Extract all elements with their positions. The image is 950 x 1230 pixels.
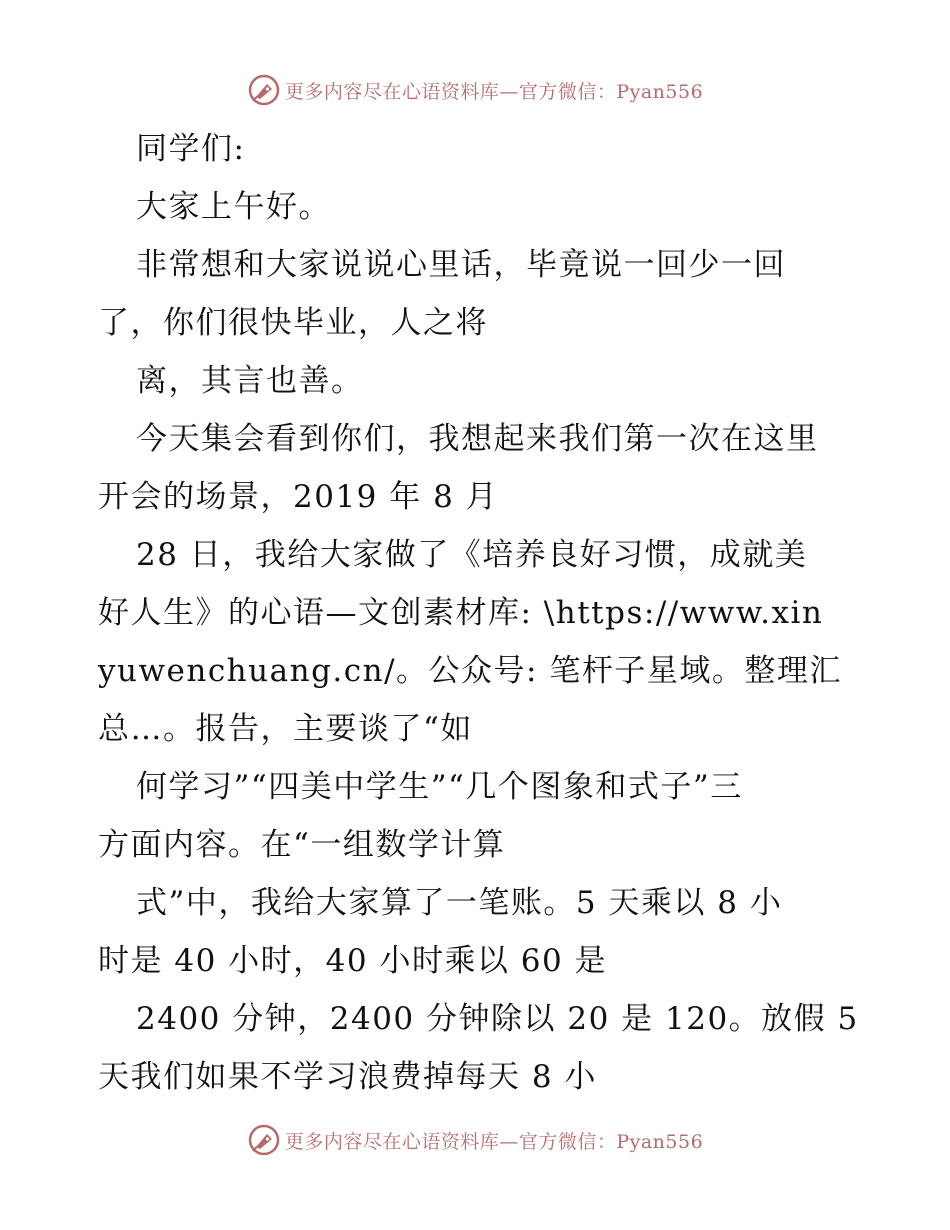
text-line: 天我们如果不学习浪费掉每天 8 小 <box>98 1059 597 1095</box>
text-line: 非常想和大家说说心里话，毕竟说一回少一回 <box>136 247 786 283</box>
text-line: 同学们: <box>136 131 246 167</box>
text-line: 时是 40 小时，40 小时乘以 60 是 <box>98 943 608 979</box>
pen-nib-logo-icon <box>247 1123 281 1157</box>
text-line: 式”中，我给大家算了一笔账。5 天乘以 8 小 <box>136 885 783 921</box>
footer-banner-text: 更多内容尽在心语资料库—官方微信：Pyan556 <box>284 1130 704 1153</box>
header-banner-text: 更多内容尽在心语资料库—官方微信：Pyan556 <box>284 80 704 103</box>
text-line: 方面内容。在“一组数学计算 <box>98 827 506 863</box>
document-body <box>98 120 858 1106</box>
text-line: 何学习”“四美中学生”“几个图象和式子”三 <box>136 769 743 805</box>
text-line: 大家上午好。 <box>136 189 331 225</box>
text-line: 2400 分钟，2400 分钟除以 20 是 120。放假 5 <box>136 1001 859 1037</box>
text-line: 了，你们很快毕业，人之将 <box>98 305 488 341</box>
text-line: 好人生》的心语—文创素材库: \https://www.xin <box>98 595 824 631</box>
text-line: yuwenchuang.cn/。公众号: 笔杆子星域。整理汇 <box>98 653 842 689</box>
text-line: 今天集会看到你们，我想起来我们第一次在这里 <box>136 421 819 457</box>
text-line: 总…。报告，主要谈了“如 <box>98 711 473 747</box>
text-line: 开会的场景，2019 年 8 月 <box>98 479 499 515</box>
pen-nib-logo-icon <box>247 73 281 107</box>
text-line: 离，其言也善。 <box>136 363 364 399</box>
header-banner <box>0 70 950 110</box>
text-line: 28 日，我给大家做了《培养良好习惯，成就美 <box>136 537 808 573</box>
footer-banner <box>0 1120 950 1160</box>
